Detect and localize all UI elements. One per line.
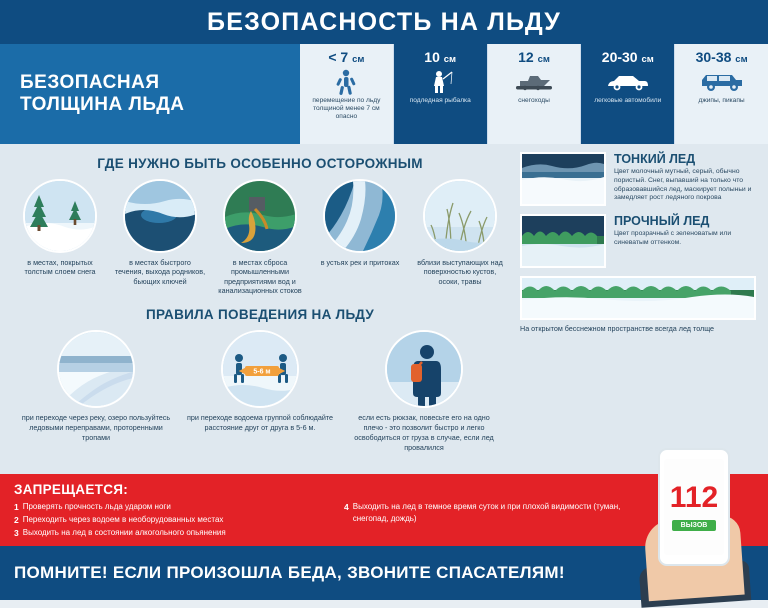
list-item-caption: при переходе водоема группой соблюдайте расстояние друг от друга в 5-6 м. [186, 413, 334, 433]
list-item-caption: в местах, покрытых толстым слоем снега [24, 258, 96, 277]
thickness-value: < 7 см [328, 49, 365, 65]
call-button[interactable]: ВЫЗОВ [672, 520, 717, 531]
list-item [349, 330, 499, 452]
list-item [185, 330, 335, 452]
river-mouth-icon [323, 179, 397, 253]
ice-type-desc: Цвет молочный мутный, серый, обычно пористый. Снег, выпавший на только что образовавшийся лед, маскирует полыньи и замедляет рост ледяного покрова [614, 168, 752, 202]
walking-person-icon [335, 67, 357, 97]
list-item [344, 501, 644, 526]
poster-body [0, 144, 768, 474]
list-item-number: 1 [14, 502, 19, 512]
ice-fisherman-icon [427, 67, 453, 97]
list-item-text: Проверять прочность льда ударом ноги [22, 502, 171, 511]
safe-thickness-line2: ТОЛЩИНА ЛЬДА [20, 94, 185, 115]
list-item-caption: если есть рюкзак, повесьте его на одно плечо - это позволит быстро и легко освободиться от груза в случае, если лед провалился [354, 413, 494, 452]
reeds-icon [423, 179, 497, 253]
forbidden-title: ЗАПРЕЩАЕТСЯ: [14, 482, 129, 497]
open-space-block [520, 276, 754, 333]
list-item-number: 2 [14, 515, 19, 526]
page-title: БЕЗОПАСНОСТЬ НА ЛЬДУ [207, 7, 561, 36]
thickness-cell-walking [300, 44, 394, 144]
list-item-text: Переходить через водоем в необорудованных местах [22, 515, 224, 525]
distance-label: 5-6 м [253, 368, 271, 376]
phone-screen [664, 459, 724, 555]
careful-section-title: ГДЕ НУЖНО БЫТЬ ОСОБЕННО ОСТОРОЖНЫМ [97, 156, 423, 171]
car-icon [604, 67, 652, 97]
left-column [14, 152, 506, 474]
list-item [14, 501, 344, 514]
list-item [14, 514, 344, 527]
thickness-cell-car [581, 44, 675, 144]
group-distance-icon [221, 330, 299, 408]
thickness-caption: снегоходы [518, 97, 550, 104]
thickness-caption: джипы, пикапы [698, 97, 745, 104]
rules-section-title: ПРАВИЛА ПОВЕДЕНИЯ НА ЛЬДУ [145, 307, 375, 323]
list-item [114, 179, 206, 295]
forbidden-list-right [344, 501, 644, 541]
industrial-discharge-icon [223, 179, 297, 253]
snow-covered-ice-icon [23, 179, 97, 253]
fast-current-icon [123, 179, 197, 253]
emergency-number: 112 [669, 481, 719, 514]
list-item-caption: в местах быстрого течения, выхода родников, бьющих ключей [114, 258, 206, 286]
safe-thickness-band [0, 44, 768, 144]
careful-items [14, 179, 506, 295]
list-item [414, 179, 506, 295]
thickness-cell-snowmobile [488, 44, 582, 144]
backpack-one-shoulder-icon [385, 330, 463, 408]
thickness-value: 20-30 см [601, 49, 654, 65]
list-item-text: Выходить на лед в состоянии алкогольного опьянения [22, 528, 226, 538]
ice-crossing-path-icon [57, 330, 135, 408]
thickness-cells [300, 44, 768, 144]
ice-type-strong [520, 214, 754, 268]
safe-thickness-label [0, 44, 300, 144]
list-item-number: 3 [14, 528, 19, 539]
thickness-value: 30-38 см [695, 49, 748, 65]
phone-body [658, 448, 730, 566]
ice-type-title: ПРОЧНЫЙ ЛЕД [614, 214, 710, 228]
forbidden-list-left [14, 501, 344, 541]
thickness-cell-fishing [394, 44, 488, 144]
thickness-caption: легковые автомобили [594, 97, 662, 104]
list-item [21, 330, 171, 452]
ice-type-desc: Цвет прозрачный с зеленоватым или синеватым оттенком. [614, 230, 732, 246]
open-snowless-ice-photo [520, 276, 756, 320]
ice-type-thin [520, 152, 754, 206]
thin-ice-photo [520, 152, 606, 206]
thickness-caption: подледная рыбалка [409, 97, 471, 104]
poster-header [0, 0, 768, 44]
list-item [14, 527, 344, 540]
jeep-icon [697, 67, 747, 97]
rules-items [14, 330, 506, 452]
ice-type-title: ТОНКИЙ ЛЕД [614, 152, 696, 166]
list-item [314, 179, 406, 295]
list-item-caption: при переходе через реку, озеро пользуйтесь ледовыми переправами, проторенными тропами [21, 413, 171, 442]
safe-thickness-line1: БЕЗОПАСНАЯ [20, 72, 160, 93]
list-item-number: 4 [344, 502, 349, 512]
thickness-value: 12 см [518, 49, 550, 65]
list-item-caption: в устьях рек и притоках [320, 258, 400, 267]
emergency-phone-illustration [640, 440, 750, 600]
list-item [214, 179, 306, 295]
thickness-caption: перемещение по льду толщиной менее 7 см опасно [312, 97, 381, 121]
snowmobile-icon [512, 67, 556, 97]
open-space-caption: На открытом бесснежном пространстве всегда лед толще [520, 324, 715, 333]
list-item-caption: вблизи выступающих над поверхностью кустов, осоки, травы [417, 258, 503, 286]
strong-ice-photo [520, 214, 606, 268]
thickness-cell-jeep [675, 44, 768, 144]
list-item-text: Выходить на лед в темное время суток и при плохой видимости (туман, снегопад, дождь) [352, 502, 621, 524]
footer-text: ПОМНИТЕ! ЕСЛИ ПРОИЗОШЛА БЕДА, ЗВОНИТЕ СПАСАТЕЛЯМ! [14, 563, 565, 582]
list-item-caption: в местах сброса промышленными предприятиями вод и канализационных стоков [218, 258, 302, 296]
right-column [506, 152, 754, 474]
list-item [14, 179, 106, 295]
thickness-value: 10 см [424, 49, 457, 65]
